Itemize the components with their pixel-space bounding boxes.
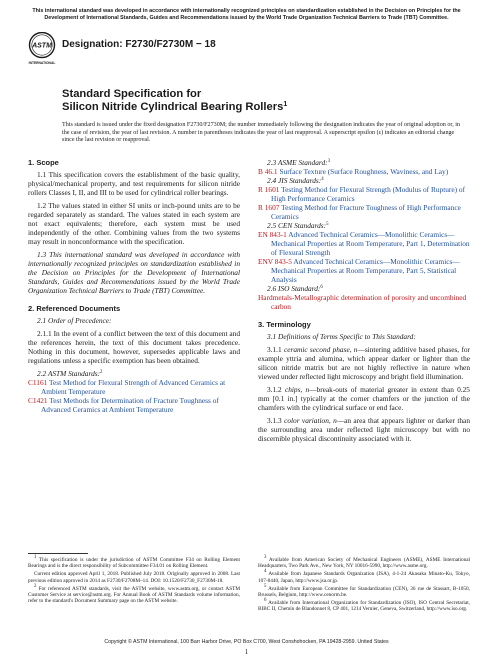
paragraph-2-4: 2.4 JIS Standards:$^4$: [267, 176, 324, 185]
definition-chips: 3.1.2 chips, n—break-outs of material greater in extent than 0.25 mm [0.1 in.] typically at the corner chamfers or the junction of the chamfers with the cylindrical surface or end face.: [258, 385, 470, 412]
definition-color-variation: 3.1.3 color variation, n—an area that appears lighter or darker than the surrounding area under reflected light microscopy but with no discernible physical discontinuity associated with it.: [258, 416, 470, 443]
footnotes-left: [28, 557, 240, 606]
right-column: [258, 158, 470, 443]
title-line2: Silicon Nitride Cylindrical Bearing Rollers: [62, 101, 284, 113]
page-title: [62, 88, 287, 114]
reference-c1161[interactable]: C1161 Test Method for Flexural Strength of Advanced Ceramics at Ambient Temperature: [28, 378, 226, 396]
title-footnote-ref[interactable]: 1: [283, 101, 288, 108]
paragraph-1-3: 1.3 This international standard was developed in accordance with internationally recognized principles on standardization established in the Decision on Principles for the Development of International Standards, Guides and Recommendations issued by the World Trade Organization Technical Barriers to Trade (TBT) Committee.: [28, 250, 240, 295]
paragraph-1-2: 1.2 The values stated in either SI units or inch-pound units are to be regarded separately as standard. The values stated in each system are not exact equivalents; therefore, each system must be used independently of the other. Combining values from the two systems may result in nonconformance with the specification.: [28, 201, 240, 246]
copyright-notice: Copyright © ASTM International, 100 Barr Harbor Drive, PO Box C700, West Conshohocken, PA 19428-2959. United States: [104, 639, 389, 645]
paragraph-2-3: 2.3 ASME Standard:$^3$: [267, 158, 330, 167]
section-referenced-documents-heading: 2. Referenced Documents: [28, 304, 121, 313]
definition-ceramic-second-phase: 3.1.1 ceramic second phase, n—sintering additive based phases, for example yttria and alumina, which appear darker or lighter than the silicon nitride matrix but are not highly reflective in nature when viewed under reflected light microscopy and bright field illumination.: [258, 345, 470, 381]
left-column: [28, 158, 240, 414]
title-line1: Standard Specification for: [62, 88, 202, 100]
reference-en843-1[interactable]: EN 843-1 Advanced Technical Ceramics—Monolithic Ceramics—Mechanical Properties at Room Temperature, Part 1, Determination of Flexural Strength: [258, 230, 470, 257]
logo-text: ASTM: [32, 42, 52, 50]
designation: Designation: F2730/F2730M − 18: [62, 39, 216, 50]
footnotes-right: [258, 557, 470, 614]
footnote-6: $^6$ Available from International Organization for Standardization (ISO), ISO Central Secretariat, BIBC II, Chemin de Blandonnet 8, CP 401, 1214 Vernier, Geneva, Switzerland, http://www.iso.org.: [258, 597, 470, 613]
footnote-rule: [28, 553, 88, 554]
astm-international-logo: [28, 32, 56, 66]
reference-b46-1[interactable]: B 46.1 Surface Texture (Surface Roughness, Waviness, and Lay): [258, 167, 449, 176]
issuance-statement: This standard is issued under the fixed designation F2730/F2730M; the number immediately following the designation indicates the year of original adoption or, in the case of revision, the year of last revision. A number in parentheses indicates the year of last reapproval. A superscript epsilon (ε) indicates an editorial change since the last revision or reapproval.: [62, 122, 460, 144]
paragraph-2-2: 2.2 ASTM Standards:$^2$: [37, 369, 103, 378]
reference-r1607[interactable]: R 1607 Testing Method for Fracture Toughness of High Performance Ceramics: [258, 203, 461, 221]
footnote-4: $^4$ Available from Japanese Standards Organization (JSA), 4-1-24 Akasaka Minato-Ku, Tokyo, 107-8440, Japan, http://www.jsa.or.jp.: [258, 569, 470, 584]
paragraph-2-6: 2.6 ISO Standard:$^6$: [267, 284, 323, 293]
reference-env843-5[interactable]: ENV 843-5 Advanced Technical Ceramics—Monolithic Ceramics—Mechanical Properties at Room Temperature, Part 5, Statistical Analysis: [258, 257, 460, 284]
footnote-2: $^2$ For referenced ASTM standards, visit the ASTM website, www.astm.org, or contact ASTM Customer Service at service@astm.org. For Annual Book of ASTM Standards volume information, refer to the standard's Document Summary page on the ASTM website.: [28, 583, 240, 605]
section-scope-heading: 1. Scope: [28, 158, 59, 167]
footnote-edition: Current edition approved April 1, 2018. Published July 2018. Originally approved in 2008. Last previous edition approved in 2014 as F2730/F2708M–14. DOI: 10.1520/F2730_F2730M-18.: [28, 571, 240, 584]
reference-c1421[interactable]: C1421 Test Methods for Determination of Fracture Toughness of Advanced Ceramics at Ambient Temperature: [28, 396, 219, 414]
paragraph-3-1: 3.1 Definitions of Terms Specific to This Standard:: [267, 332, 416, 341]
section-terminology-heading: 3. Terminology: [258, 320, 311, 329]
page-number: 1: [244, 648, 249, 656]
paragraph-1-1: 1.1 This specification covers the establishment of the basic quality, physical/mechanical property, and test requirements for silicon nitride rollers Classes I, II, and III to be used for cylindrical roller bearings.: [28, 170, 240, 197]
footnote-5: $^5$ Available from European Committee for Standardization (CEN), 36 rue de Stassart, B-1050, Brussels, Belgium, http://www.cenorm.be.: [258, 583, 470, 599]
footnote-1: $^1$ This specification is under the jurisdiction of ASTM Committee F34 on Rolling Element Bearings and is the direct responsibility of Subcommittee F34.01 on Rolling Element.: [28, 555, 240, 570]
logo-subtext: INTERNATIONAL: [28, 61, 56, 65]
paragraph-2-1-1: 2.1.1 In the event of a conflict between the text of this document and the references herein, the text of this document takes precedence. Nothing in this document, however, supersedes applicable laws and regulations unless a specific exemption has been obtained.: [28, 329, 240, 365]
tbt-notice: This international standard was developed in accordance with internationally recognized principles on standardization established in the Decision on Principles for the Development of International Standards, Guides and Recommendations issued by the World Trade Organization Technical Barriers to Trade (TBT) Committee.: [32, 8, 461, 21]
paragraph-2-5: 2.5 CEN Standards:$^5$: [267, 221, 329, 230]
paragraph-2-1: 2.1 Order of Precedence:: [37, 316, 112, 325]
reference-r1601[interactable]: R 1601 Testing Method for Flexural Strength (Modulus of Rupture) of High Performance Ceramics: [258, 185, 466, 203]
reference-iso-hardmetals[interactable]: Hardmetals-Metallographic determination of porosity and uncombined carbon: [258, 293, 467, 311]
footnote-3: $^3$ Available from American Society of Mechanical Engineers (ASME), ASME International Headquarters, Two Park Ave., New York, NY 10016-5990, http://www.asme.org.: [258, 555, 471, 570]
